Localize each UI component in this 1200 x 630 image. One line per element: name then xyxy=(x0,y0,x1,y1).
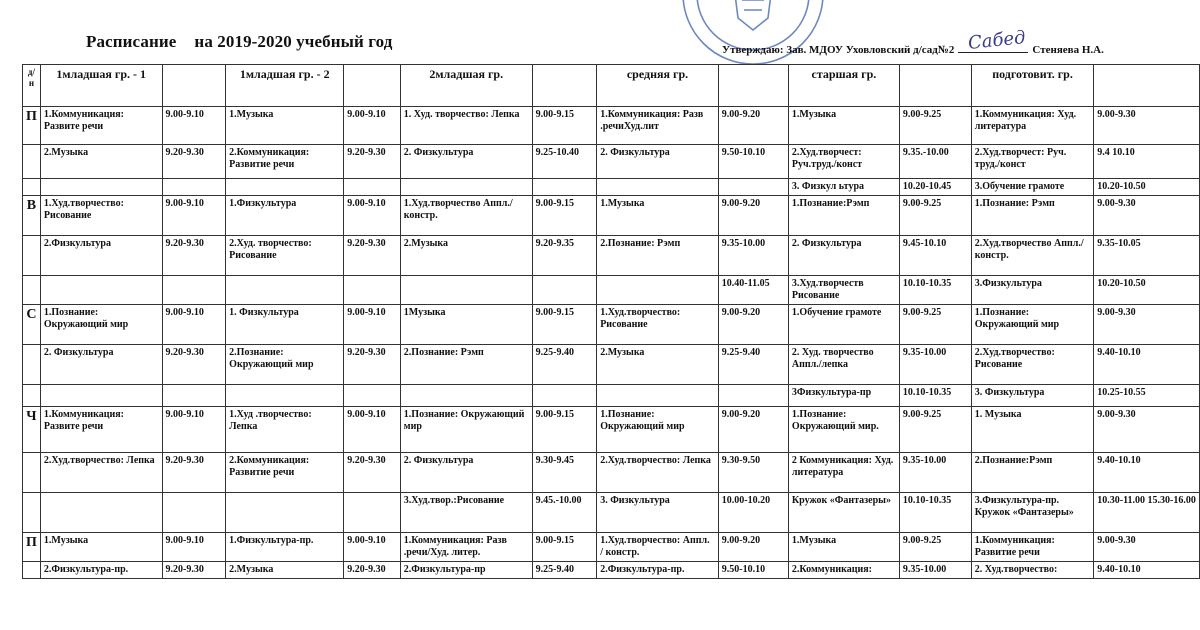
lesson-subject: 1.Познание: Окружающий мир xyxy=(40,305,162,345)
lesson-subject: 2.Худ. творчество: Рисование xyxy=(226,236,344,276)
lesson-subject: 2. Физкультура xyxy=(400,453,532,493)
lesson-subject xyxy=(597,179,719,196)
lesson-subject: 1.Коммуникация: Разв .речиХуд.лит xyxy=(597,107,719,145)
lesson-time xyxy=(162,493,226,533)
lesson-time: 9.30-9.45 xyxy=(532,453,597,493)
table-row xyxy=(23,196,1200,236)
lesson-time xyxy=(162,385,226,407)
lesson-subject: 1.Музыка xyxy=(597,196,719,236)
lesson-time: 9.00-9.30 xyxy=(1094,305,1200,345)
table-row xyxy=(23,145,1200,179)
table-row xyxy=(23,407,1200,453)
day-cell: В xyxy=(23,196,41,236)
lesson-subject: 2.Физкультура-пр. xyxy=(597,562,719,579)
lesson-time: 9.20-9.35 xyxy=(532,236,597,276)
lesson-time: 9.00-9.25 xyxy=(899,196,971,236)
lesson-time: 9.00-9.10 xyxy=(162,196,226,236)
schedule-table xyxy=(22,64,1200,579)
lesson-subject: 2.Музыка xyxy=(597,345,719,385)
lesson-time: 9.35-10.00 xyxy=(899,562,971,579)
approve-name: Стеняева Н.А. xyxy=(1032,44,1104,56)
table-row xyxy=(23,385,1200,407)
title-year: на 2019-2020 учебный год xyxy=(194,32,393,51)
lesson-time: 9.20-9.30 xyxy=(344,145,401,179)
lesson-time: 9.20-9.30 xyxy=(344,562,401,579)
day-cell: П xyxy=(23,533,41,562)
table-header-row xyxy=(23,65,1200,107)
lesson-subject xyxy=(226,179,344,196)
lesson-subject: 2.Познание:Рэмп xyxy=(971,453,1094,493)
lesson-subject: 2. Худ.творчество: xyxy=(971,562,1094,579)
lesson-time: 9.00-9.15 xyxy=(532,305,597,345)
lesson-subject: 1.Познание: Окружающий мир xyxy=(597,407,719,453)
table-row xyxy=(23,305,1200,345)
table-row xyxy=(23,493,1200,533)
day-cell xyxy=(23,562,41,579)
lesson-time: 9.35.-10.00 xyxy=(899,145,971,179)
lesson-subject: 1. Физкультура xyxy=(226,305,344,345)
lesson-subject: 1.Физкультура xyxy=(226,196,344,236)
lesson-time: 9.25-9.40 xyxy=(718,345,788,385)
day-cell xyxy=(23,179,41,196)
lesson-time: 10.20-10.45 xyxy=(899,179,971,196)
table-row xyxy=(23,453,1200,493)
lesson-time: 9.00-9.30 xyxy=(1094,407,1200,453)
lesson-time: 9.00-9.20 xyxy=(718,407,788,453)
group-header: подготовит. гр. xyxy=(971,65,1094,107)
lesson-subject: 1.Худ .творчество: Лепка xyxy=(226,407,344,453)
lesson-subject: 1.Обучение грамоте xyxy=(788,305,899,345)
lesson-time: 10.10-10.35 xyxy=(899,385,971,407)
lesson-subject: 2.Коммуникация: xyxy=(788,562,899,579)
lesson-time xyxy=(344,493,401,533)
lesson-subject: 1.Музыка xyxy=(40,533,162,562)
lesson-time: 9.00-9.15 xyxy=(532,533,597,562)
lesson-time: 10.40-11.05 xyxy=(718,276,788,305)
lesson-time: 9.50-10.10 xyxy=(718,145,788,179)
lesson-subject: 2.Коммуникация: Развитие речи xyxy=(226,453,344,493)
page-title xyxy=(86,32,392,52)
lesson-time: 10.00-10.20 xyxy=(718,493,788,533)
day-cell xyxy=(23,493,41,533)
lesson-time: 9.20-9.30 xyxy=(162,345,226,385)
lesson-time: 9.00-9.20 xyxy=(718,107,788,145)
lesson-time: 10.10-10.35 xyxy=(899,276,971,305)
lesson-time: 9.25-10.40 xyxy=(532,145,597,179)
lesson-time: 9.00-9.25 xyxy=(899,407,971,453)
table-row xyxy=(23,533,1200,562)
lesson-time: 9.45-10.10 xyxy=(899,236,971,276)
lesson-subject: 1.Физкультура-пр. xyxy=(226,533,344,562)
day-cell: П xyxy=(23,107,41,145)
lesson-subject: Кружок «Фантазеры» xyxy=(788,493,899,533)
lesson-time: 10.10-10.35 xyxy=(899,493,971,533)
lesson-time: 9.00-9.10 xyxy=(162,407,226,453)
lesson-time: 9.00-9.25 xyxy=(899,305,971,345)
lesson-time: 9.00-9.10 xyxy=(162,533,226,562)
lesson-subject: 3.Худ.твор.:Рисование xyxy=(400,493,532,533)
group-header: 1младшая гр. - 2 xyxy=(226,65,344,107)
lesson-time: 9.45.-10.00 xyxy=(532,493,597,533)
lesson-time: 10.20-10.50 xyxy=(1094,179,1200,196)
lesson-subject: 1.Коммуникация: Развите речи xyxy=(40,107,162,145)
lesson-subject: 3Физкультура-пр xyxy=(788,385,899,407)
lesson-time: 9.20-9.30 xyxy=(344,345,401,385)
approve-label: Утверждаю: Зав. МДОУ Уховловский д/сад№2 xyxy=(722,44,955,56)
lesson-time: 9.50-10.10 xyxy=(718,562,788,579)
lesson-subject: 3. Физкультура xyxy=(597,493,719,533)
lesson-subject: 1.Коммуникация: Развитие речи xyxy=(971,533,1094,562)
lesson-time xyxy=(344,179,401,196)
lesson-time: 9.00-9.10 xyxy=(344,533,401,562)
lesson-time: 9.40-10.10 xyxy=(1094,345,1200,385)
lesson-time: 9.20-9.30 xyxy=(162,562,226,579)
table-row xyxy=(23,179,1200,196)
lesson-subject: 2.Худ.творчест: Руч.труд./конст xyxy=(788,145,899,179)
lesson-subject: 2.Худ.творчест: Руч. труд./конст xyxy=(971,145,1094,179)
lesson-time: 9.4 10.10 xyxy=(1094,145,1200,179)
lesson-time: 9.20-9.30 xyxy=(344,236,401,276)
lesson-subject: 1.Худ.творчество: Рисование xyxy=(40,196,162,236)
lesson-time: 9.35-10.05 xyxy=(1094,236,1200,276)
table-row xyxy=(23,107,1200,145)
day-cell: С xyxy=(23,305,41,345)
group-header: средняя гр. xyxy=(597,65,719,107)
lesson-time: 9.00-9.30 xyxy=(1094,196,1200,236)
lesson-subject: 2.Худ.творчество: Лепка xyxy=(597,453,719,493)
lesson-subject: 1.Познание: Окружающий мир. xyxy=(788,407,899,453)
lesson-subject: 1.Коммуникация: Худ. литература xyxy=(971,107,1094,145)
day-cell: Ч xyxy=(23,407,41,453)
lesson-time: 9.20-9.30 xyxy=(162,453,226,493)
lesson-time: 9.35-10.00 xyxy=(718,236,788,276)
lesson-time: 9.00-9.15 xyxy=(532,407,597,453)
lesson-subject: 3.Худ.творчеств Рисование xyxy=(788,276,899,305)
lesson-time: 9.25-9.40 xyxy=(532,345,597,385)
lesson-subject xyxy=(597,385,719,407)
lesson-subject xyxy=(400,276,532,305)
lesson-time: 9.20-9.30 xyxy=(162,145,226,179)
table-row xyxy=(23,345,1200,385)
lesson-time: 9.00-9.30 xyxy=(1094,107,1200,145)
lesson-time: 9.00-9.10 xyxy=(162,305,226,345)
lesson-time: 9.20-9.30 xyxy=(162,236,226,276)
lesson-time: 10.30-11.00 15.30-16.00 xyxy=(1094,493,1200,533)
lesson-subject: 1. Музыка xyxy=(971,407,1094,453)
lesson-subject: 2.Худ.творчество: Лепка xyxy=(40,453,162,493)
lesson-subject: 1.Познание: Окружающий мир xyxy=(971,305,1094,345)
lesson-subject: 1.Музыка xyxy=(788,107,899,145)
lesson-time: 9.00-9.25 xyxy=(899,107,971,145)
lesson-subject xyxy=(40,385,162,407)
lesson-subject: 2.Музыка xyxy=(226,562,344,579)
lesson-time: 9.00-9.20 xyxy=(718,305,788,345)
table-row xyxy=(23,562,1200,579)
lesson-time xyxy=(344,276,401,305)
lesson-time xyxy=(532,276,597,305)
lesson-time: 9.30-9.50 xyxy=(718,453,788,493)
lesson-subject: 2.Познание: Окружающий мир xyxy=(226,345,344,385)
lesson-time: 9.00-9.20 xyxy=(718,196,788,236)
lesson-subject: 2.Худ.творчество: Рисование xyxy=(971,345,1094,385)
lesson-time: 9.00-9.10 xyxy=(162,107,226,145)
lesson-subject: 3.Физкультура-пр. Кружок «Фантазеры» xyxy=(971,493,1094,533)
lesson-subject: 1.Худ.творчество: Рисование xyxy=(597,305,719,345)
lesson-subject: 2. Физкультура xyxy=(40,345,162,385)
lesson-subject: 2. Физкультура xyxy=(597,145,719,179)
lesson-subject: 2.Познание: Рэмп xyxy=(400,345,532,385)
group-header: 1младшая гр. - 1 xyxy=(40,65,162,107)
lesson-subject: 2. Худ. творчество Аппл./лепка xyxy=(788,345,899,385)
lesson-subject xyxy=(226,385,344,407)
lesson-subject: 1.Коммуникация: Разв .речи/Худ. литер. xyxy=(400,533,532,562)
lesson-subject xyxy=(400,179,532,196)
lesson-subject xyxy=(226,493,344,533)
lesson-time: 9.40-10.10 xyxy=(1094,562,1200,579)
schedule-body xyxy=(23,107,1200,579)
stamp-icon xyxy=(678,0,828,70)
lesson-subject: 2.Коммуникация: Развитие речи xyxy=(226,145,344,179)
lesson-time xyxy=(532,385,597,407)
lesson-subject: 1.Худ.творчество Аппл./констр. xyxy=(400,196,532,236)
lesson-subject: 2.Познание: Рэмп xyxy=(597,236,719,276)
lesson-time xyxy=(718,385,788,407)
day-cell xyxy=(23,453,41,493)
lesson-time: 9.00-9.10 xyxy=(344,107,401,145)
lesson-time: 9.00-9.15 xyxy=(532,107,597,145)
lesson-subject xyxy=(40,276,162,305)
lesson-time: 9.00-9.10 xyxy=(344,407,401,453)
lesson-time: 9.00-9.10 xyxy=(344,305,401,345)
lesson-subject: 1Музыка xyxy=(400,305,532,345)
lesson-subject: 2.Физкультура xyxy=(40,236,162,276)
approval-line xyxy=(722,44,1104,56)
lesson-time: 9.00-9.10 xyxy=(344,196,401,236)
lesson-time: 9.25-9.40 xyxy=(532,562,597,579)
lesson-subject xyxy=(400,385,532,407)
lesson-subject: 1.Музыка xyxy=(788,533,899,562)
lesson-time: 10.25-10.55 xyxy=(1094,385,1200,407)
lesson-subject: 1.Коммуникация: Развите речи xyxy=(40,407,162,453)
lesson-subject: 1.Музыка xyxy=(226,107,344,145)
lesson-subject: 2.Физкультура-пр xyxy=(400,562,532,579)
lesson-subject: 1. Худ. творчество: Лепка xyxy=(400,107,532,145)
lesson-subject: 3. Физкультура xyxy=(971,385,1094,407)
lesson-time: 9.35-10.00 xyxy=(899,345,971,385)
group-header: старшая гр. xyxy=(788,65,899,107)
title-main: Расписание xyxy=(86,32,177,51)
lesson-subject: 1.Познание: Окружающий мир xyxy=(400,407,532,453)
lesson-time: 9.00-9.30 xyxy=(1094,533,1200,562)
lesson-subject: 1.Познание:Рэмп xyxy=(788,196,899,236)
lesson-subject: 2.Физкультура-пр. xyxy=(40,562,162,579)
lesson-subject: 2 Коммуникация: Худ. литература xyxy=(788,453,899,493)
lesson-time xyxy=(162,276,226,305)
lesson-subject: 2. Физкультура xyxy=(788,236,899,276)
lesson-subject: 1.Худ.творчество: Аппл. / констр. xyxy=(597,533,719,562)
lesson-subject: 1.Познание: Рэмп xyxy=(971,196,1094,236)
lesson-subject: 3.Физкультура xyxy=(971,276,1094,305)
day-header: д/н xyxy=(23,65,41,107)
day-cell xyxy=(23,236,41,276)
lesson-subject: 2.Музыка xyxy=(400,236,532,276)
lesson-time: 9.00-9.20 xyxy=(718,533,788,562)
lesson-time: 10.20-10.50 xyxy=(1094,276,1200,305)
lesson-time xyxy=(162,179,226,196)
lesson-subject: 2.Худ.творчество Аппл./констр. xyxy=(971,236,1094,276)
lesson-time: 9.00-9.25 xyxy=(899,533,971,562)
day-cell xyxy=(23,276,41,305)
lesson-time: 9.20-9.30 xyxy=(344,453,401,493)
lesson-time: 9.40-10.10 xyxy=(1094,453,1200,493)
signature: Сабед xyxy=(967,27,1027,54)
day-cell xyxy=(23,345,41,385)
day-cell xyxy=(23,145,41,179)
lesson-time xyxy=(718,179,788,196)
lesson-subject: 2. Физкультура xyxy=(400,145,532,179)
table-row xyxy=(23,276,1200,305)
group-header: 2младшая гр. xyxy=(400,65,532,107)
table-row xyxy=(23,236,1200,276)
lesson-subject: 3. Физкул ьтура xyxy=(788,179,899,196)
lesson-subject xyxy=(597,276,719,305)
lesson-subject xyxy=(40,179,162,196)
lesson-time xyxy=(532,179,597,196)
lesson-time: 9.35-10.00 xyxy=(899,453,971,493)
lesson-subject: 3.Обучение грамоте xyxy=(971,179,1094,196)
lesson-time: 9.00-9.15 xyxy=(532,196,597,236)
lesson-subject xyxy=(226,276,344,305)
day-cell xyxy=(23,385,41,407)
lesson-subject xyxy=(40,493,162,533)
lesson-subject: 2.Музыка xyxy=(40,145,162,179)
lesson-time xyxy=(344,385,401,407)
